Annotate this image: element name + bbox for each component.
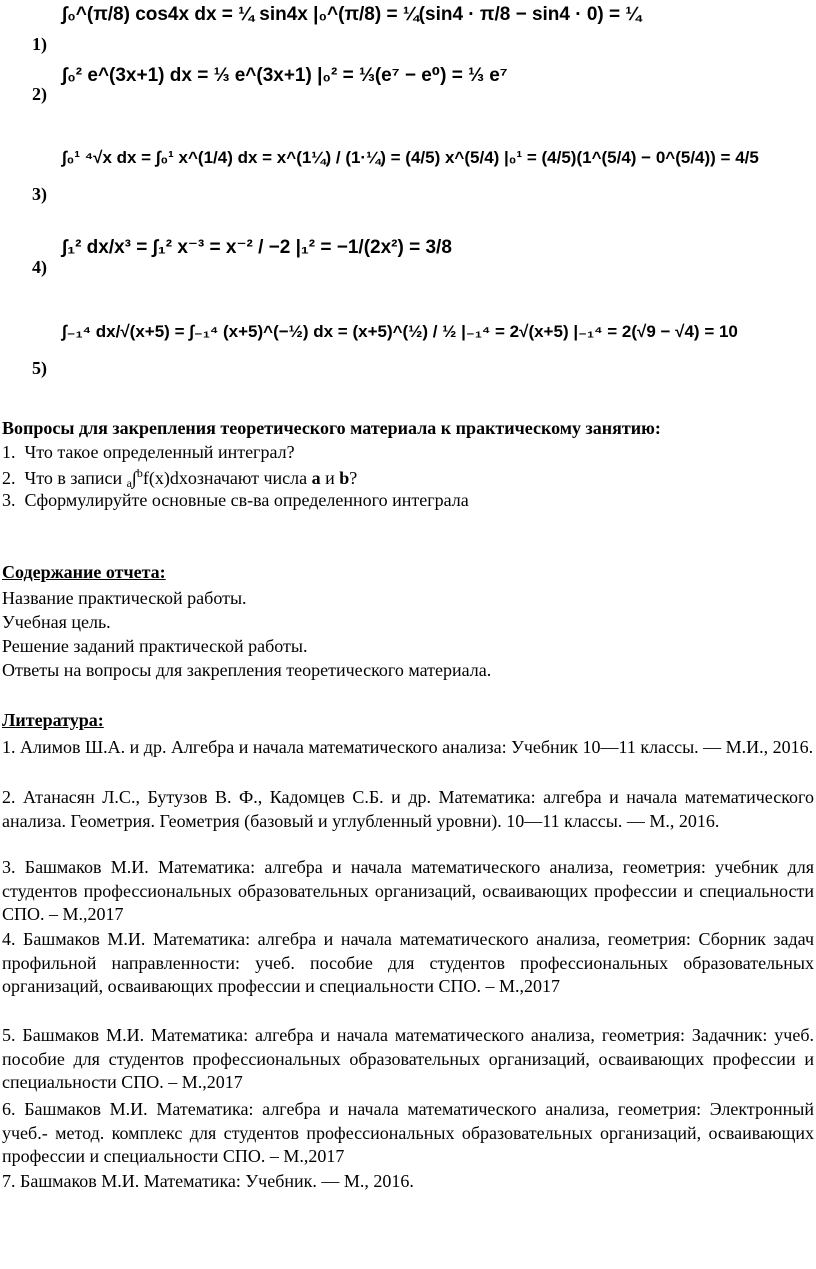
question-1 <box>2 442 295 463</box>
literature-item-4: 4. Башмаков М.И. Математика: алгебра и начала математического анализа, геометрия: Сборник задач профильной направленности: учеб. пособие для студентов профессиональных образовательных организаций, осваивающих профессии и специальности СПО. – М.,2017 <box>2 929 814 997</box>
example-5-number: 5) <box>32 358 47 378</box>
example-3-number: 3) <box>32 184 47 204</box>
question-3 <box>2 490 469 511</box>
example-4-number: 4) <box>32 257 47 277</box>
question-3-text: Сформулируйте основные св-ва определенного интеграла <box>24 490 469 510</box>
example-3-formula: ∫₀¹ ⁴√x dx = ∫₀¹ x^(1/4) dx = x^(1¼) / (1·¼) = (4/5) x^(5/4) |₀¹ = (4/5)(1^(5/4) − 0^(5/4)) = 4/5 <box>62 148 759 167</box>
example-1-number: 1) <box>32 34 47 54</box>
question-2-number: 2. <box>2 468 16 488</box>
literature-item-2: 2. Атанасян Л.С., Бутузов В. Ф., Кадомцев С.Б. и др. Математика: алгебра и начала математического анализа. Геометрия. Геометрия (базовый и углубленный уровни). 10—11 классы. — М., 2016. <box>2 787 814 831</box>
question-2-and: и <box>320 468 340 488</box>
questions-heading: Вопросы для закрепления теоретического материала к практическому занятию: <box>2 418 661 438</box>
example-2-number: 2) <box>32 84 47 104</box>
question-2-pre: Что в записи <box>24 468 127 488</box>
question-2-mid: f(x)dxозначают числа <box>142 468 312 488</box>
question-2-end: ? <box>349 468 358 488</box>
report-line-3: Решение заданий практической работы. <box>2 636 308 656</box>
question-2 <box>2 466 357 491</box>
question-2-lower-limit: a <box>126 476 132 490</box>
question-1-number: 1. <box>2 442 16 462</box>
report-heading: Содержание отчета: <box>2 562 166 582</box>
integral-sign: ∫ <box>131 468 137 488</box>
question-2-a: a <box>311 468 321 488</box>
report-line-2: Учебная цель. <box>2 612 111 632</box>
question-2-b: b <box>339 468 350 488</box>
report-line-1: Название практической работы. <box>2 588 247 608</box>
report-line-4: Ответы на вопросы для закрепления теоретического материала. <box>2 660 492 680</box>
example-5-formula: ∫₋₁⁴ dx/√(x+5) = ∫₋₁⁴ (x+5)^(−½) dx = (x+5)^(½) / ½ |₋₁⁴ = 2√(x+5) |₋₁⁴ = 2(√9 − √4) = 10 <box>62 322 738 341</box>
literature-heading: Литература: <box>2 710 104 730</box>
literature-item-6: 6. Башмаков М.И. Математика: алгебра и начала математического анализа, геометрия: Электронный учеб.- метод. комплекс для студентов профессиональных образовательных организаций, осваивающих профессии и специальности СПО. – М.,2017 <box>2 1099 814 1167</box>
question-1-text: Что такое определенный интеграл? <box>24 442 295 462</box>
example-2-formula: ∫₀² e^(3x+1) dx = ⅓ e^(3x+1) |₀² = ⅓(e⁷ − e⁰) = ⅓ e⁷ <box>62 65 508 86</box>
literature-item-5: 5. Башмаков М.И. Математика: алгебра и начала математического анализа, геометрия: Задачник: учеб. пособие для студентов профессиональных образовательных организаций, осваивающих профессии и специальности СПО. – М.,2017 <box>2 1025 814 1093</box>
literature-item-1: 1. Алимов Ш.А. и др. Алгебра и начала математического анализа: Учебник 10—11 классы. — М.И., 2016. <box>2 737 814 757</box>
example-4-formula: ∫₁² dx/x³ = ∫₁² x⁻³ = x⁻² / −2 |₁² = −1/(2x²) = 3/8 <box>62 237 452 258</box>
literature-item-7: 7. Башмаков М.И. Математика: Учебник. — М., 2016. <box>2 1171 414 1191</box>
literature-item-3: 3. Башмаков М.И. Математика: алгебра и начала математического анализа, геометрия: учебник для студентов профессиональных образовательных организаций, осваивающих профессии и специальности СПО. – М.,2017 <box>2 857 814 925</box>
example-1-formula: ∫₀^(π/8) cos4x dx = ¼ sin4x |₀^(π/8) = ¼(sin4 · π/8 − sin4 · 0) = ¼ <box>62 4 642 25</box>
question-3-number: 3. <box>2 490 16 510</box>
question-2-upper-limit: b <box>136 466 143 480</box>
